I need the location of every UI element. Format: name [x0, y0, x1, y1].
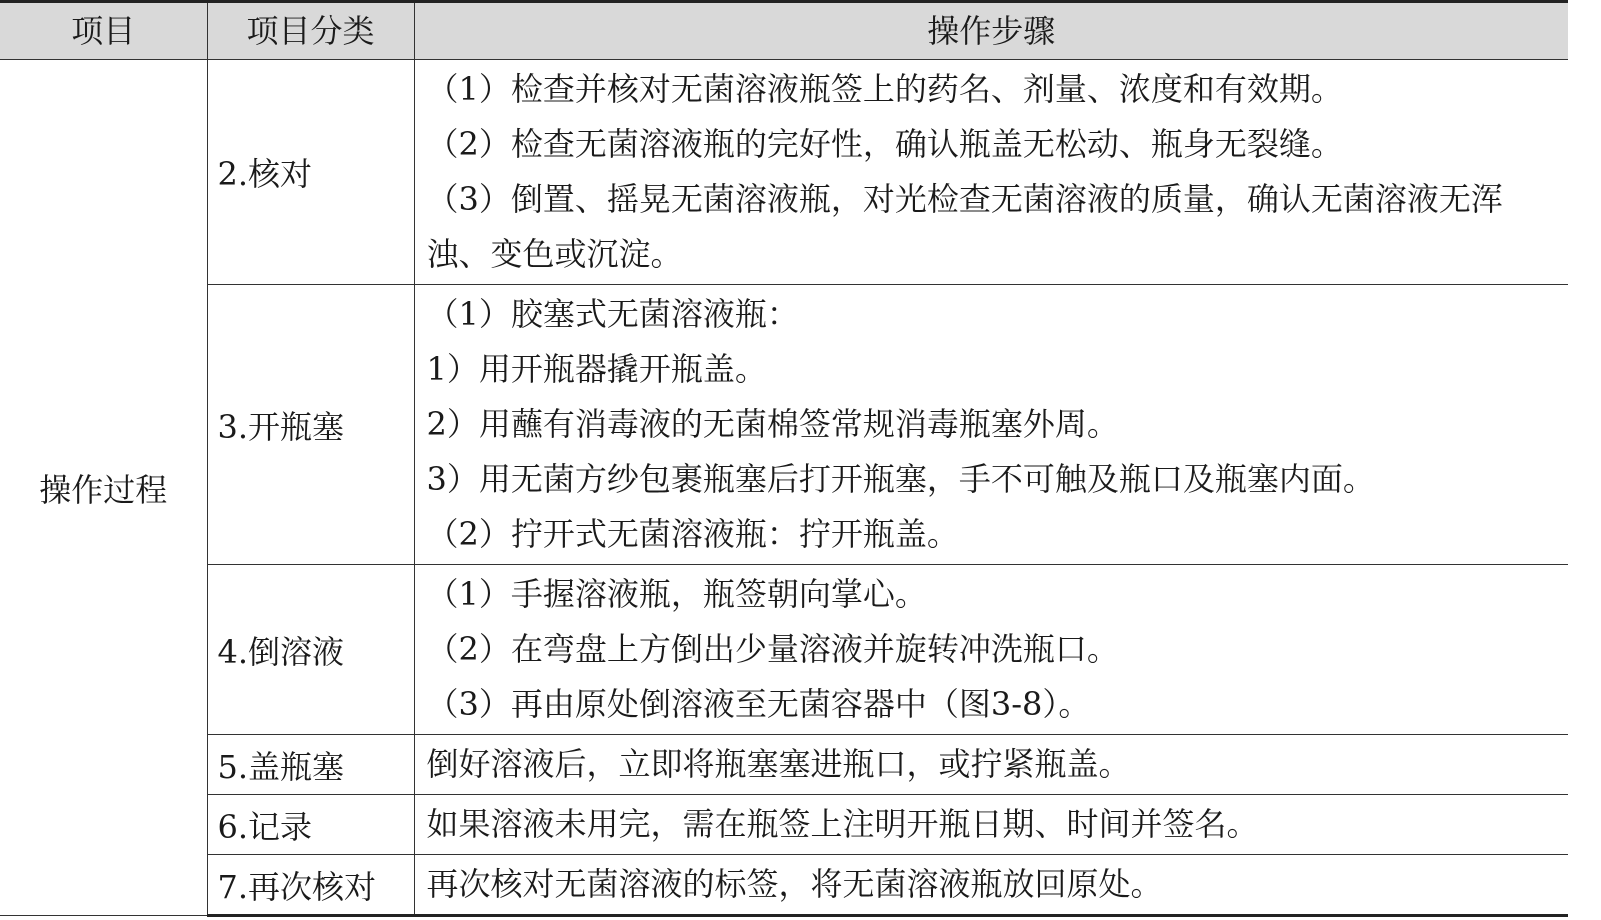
header-steps: 操作步骤: [414, 2, 1568, 60]
step-line: （2）拧开式无菌溶液瓶：拧开瓶盖。: [426, 515, 959, 553]
step-line: 再次核对无菌溶液的标签，将无菌溶液瓶放回原处。: [426, 865, 1163, 903]
steps-cell: [414, 60, 1568, 285]
item-cell: 操作过程: [0, 60, 207, 916]
step-line: 倒好溶液后，立即将瓶塞塞进瓶口，或拧紧瓶盖。: [426, 745, 1131, 783]
header-category: 项目分类: [207, 2, 414, 60]
category-cell: 4.倒溶液: [207, 565, 414, 735]
table-row: [0, 855, 1568, 916]
category-cell: 7.再次核对: [207, 855, 414, 916]
step-line: 2）用蘸有消毒液的无菌棉签常规消毒瓶塞外周。: [426, 405, 1119, 443]
category-cell: 3.开瓶塞: [207, 285, 414, 565]
category-cell: 5.盖瓶塞: [207, 735, 414, 795]
step-line: （1）胶塞式无菌溶液瓶：: [426, 295, 799, 333]
steps-cell: [414, 285, 1568, 565]
table-row: [0, 60, 1568, 285]
step-line: （1）检查并核对无菌溶液瓶签上的药名、剂量、浓度和有效期。: [426, 70, 1343, 108]
steps-cell: [414, 855, 1568, 916]
table-header: [0, 2, 1568, 60]
step-line: 如果溶液未用完，需在瓶签上注明开瓶日期、时间并签名。: [426, 805, 1259, 843]
steps-cell: [414, 795, 1568, 855]
table-row: [0, 565, 1568, 735]
header-row: [0, 2, 1568, 60]
step-line: （2）检查无菌溶液瓶的完好性，确认瓶盖无松动、瓶身无裂缝。: [426, 125, 1343, 163]
step-line: 1）用开瓶器撬开瓶盖。: [426, 350, 767, 388]
table-row: [0, 795, 1568, 855]
table-body: [0, 60, 1568, 916]
category-cell: 2.核对: [207, 60, 414, 285]
table-row: [0, 735, 1568, 795]
header-item: 项目: [0, 2, 207, 60]
step-line: （3）再由原处倒溶液至无菌容器中（图3-8）。: [426, 685, 1091, 723]
step-line: （3）倒置、摇晃无菌溶液瓶，对光检查无菌溶液的质量，确认无菌溶液无浑浊、变色或沉淀。: [426, 180, 1503, 273]
steps-cell: [414, 735, 1568, 795]
table-row: [0, 285, 1568, 565]
step-line: （2）在弯盘上方倒出少量溶液并旋转冲洗瓶口。: [426, 630, 1119, 668]
step-line: 3）用无菌方纱包裹瓶塞后打开瓶塞，手不可触及瓶口及瓶塞内面。: [426, 460, 1375, 498]
steps-cell: [414, 565, 1568, 735]
category-cell: 6.记录: [207, 795, 414, 855]
step-line: （1）手握溶液瓶，瓶签朝向掌心。: [426, 575, 927, 613]
